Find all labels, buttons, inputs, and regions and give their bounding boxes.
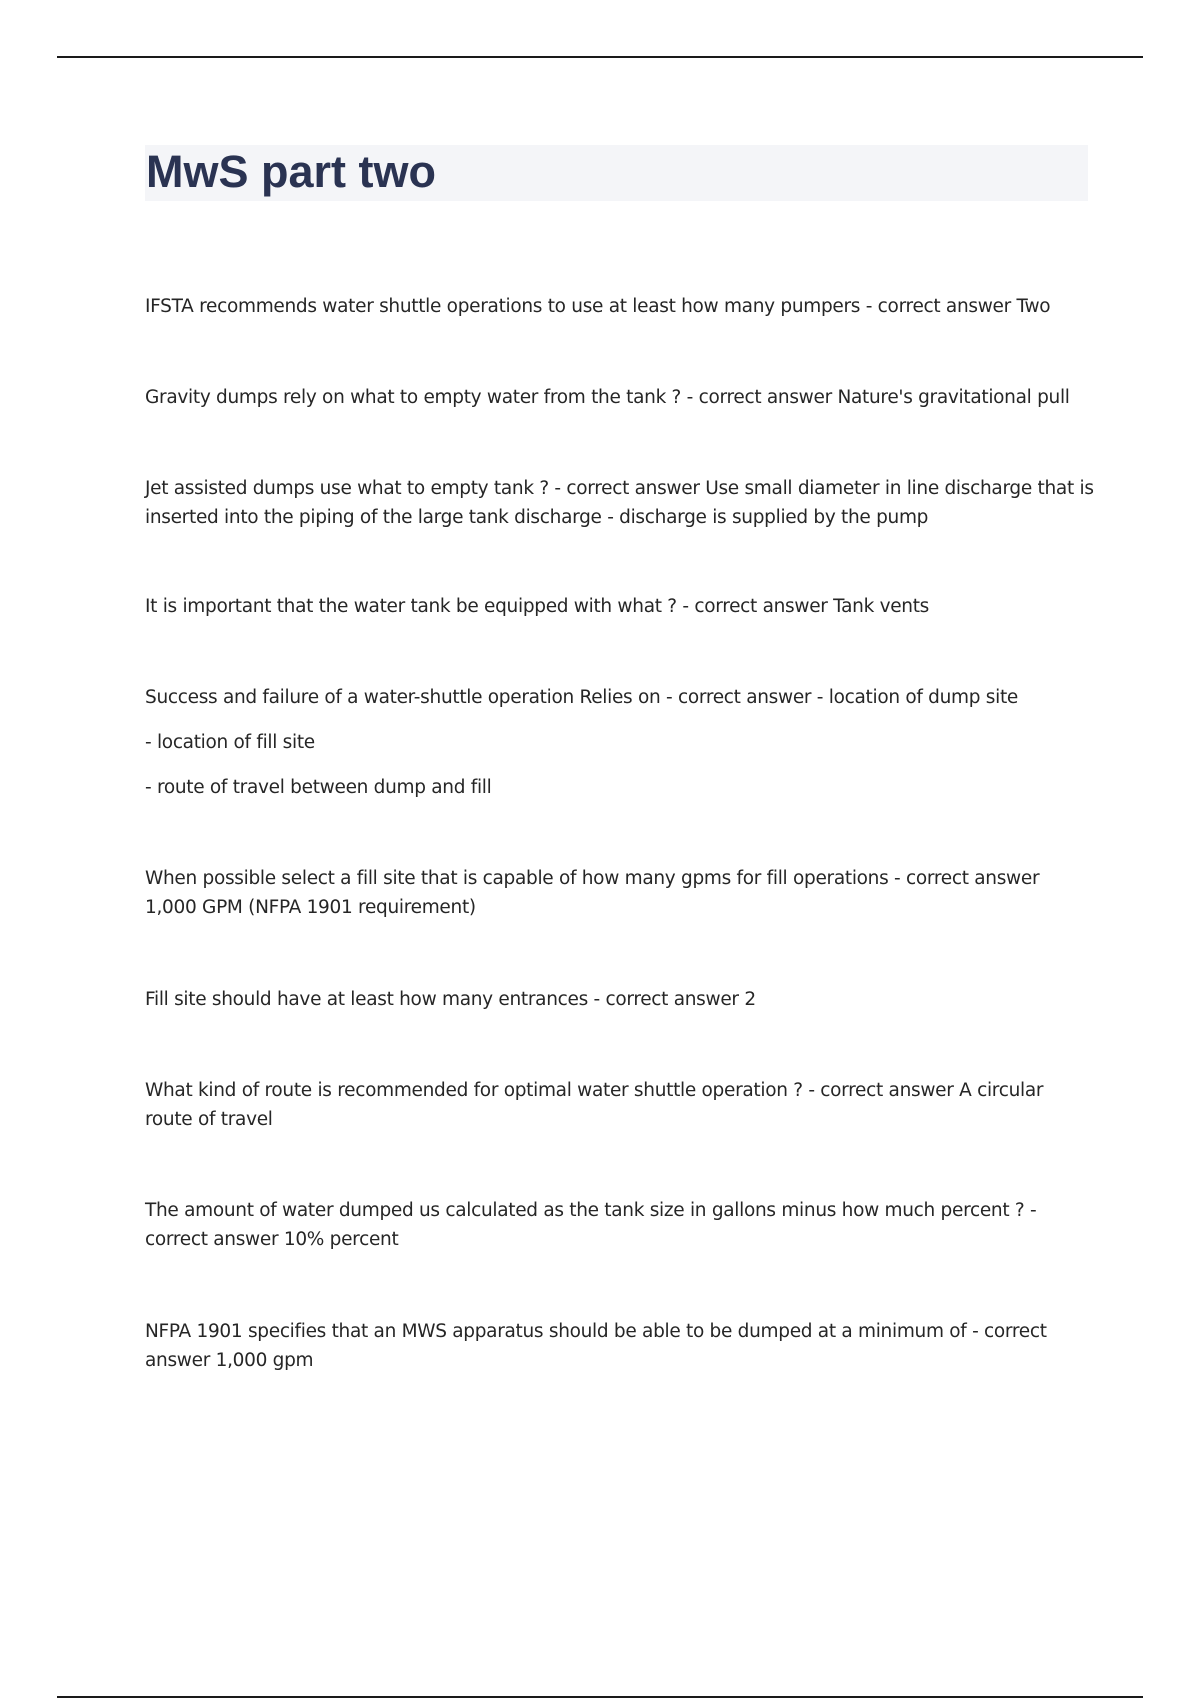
bottom-divider [57,1696,1143,1698]
qa-item-8 [145,1076,1095,1134]
qa-text: Gravity dumps rely on what to empty water from the tank ? - correct answer Nature's gravitational pull [145,387,1070,408]
qa-text: Success and failure of a water-shuttle operation Relies on - correct answer - location of dump site [145,687,1018,708]
qa-text: NFPA 1901 specifies that an MWS apparatus should be able to be dumped at a minimum of - correct answer 1,000 gpm [145,1321,1047,1371]
qa-text: Fill site should have at least how many entrances - correct answer 2 [145,989,756,1010]
qa-item-9 [145,1196,1095,1254]
qa-text: The amount of water dumped us calculated as the tank size in gallons minus how much percent ? - correct answer 10% percent [145,1200,1037,1250]
qa-item-5 [145,683,1095,802]
top-divider [57,56,1143,58]
qa-item-10 [145,1317,1095,1375]
qa-item-6 [145,864,1095,922]
qa-item-3 [145,474,1095,532]
qa-text: What kind of route is recommended for optimal water shuttle operation ? - correct answer A circular route of travel [145,1080,1044,1130]
qa-text: IFSTA recommends water shuttle operations to use at least how many pumpers - correct answer Two [145,296,1051,317]
qa-text-line-2: - location of fill site [145,732,315,753]
qa-text: Jet assisted dumps use what to empty tank ? - correct answer Use small diameter in line discharge that is inserted into the piping of the large tank discharge - discharge is supplied by the pump [145,478,1094,528]
qa-item-4 [145,592,1095,621]
page-title: MwS part two [146,146,436,197]
qa-item-7 [145,985,1095,1014]
qa-text-line-3: - route of travel between dump and fill [145,777,492,798]
qa-text: It is important that the water tank be equipped with what ? - correct answer Tank vents [145,596,930,617]
qa-item-1 [145,292,1095,321]
qa-item-2 [145,383,1095,412]
qa-text: When possible select a fill site that is capable of how many gpms for fill operations - correct answer 1,000 GPM (NFPA 1901 requirement) [145,868,1040,918]
